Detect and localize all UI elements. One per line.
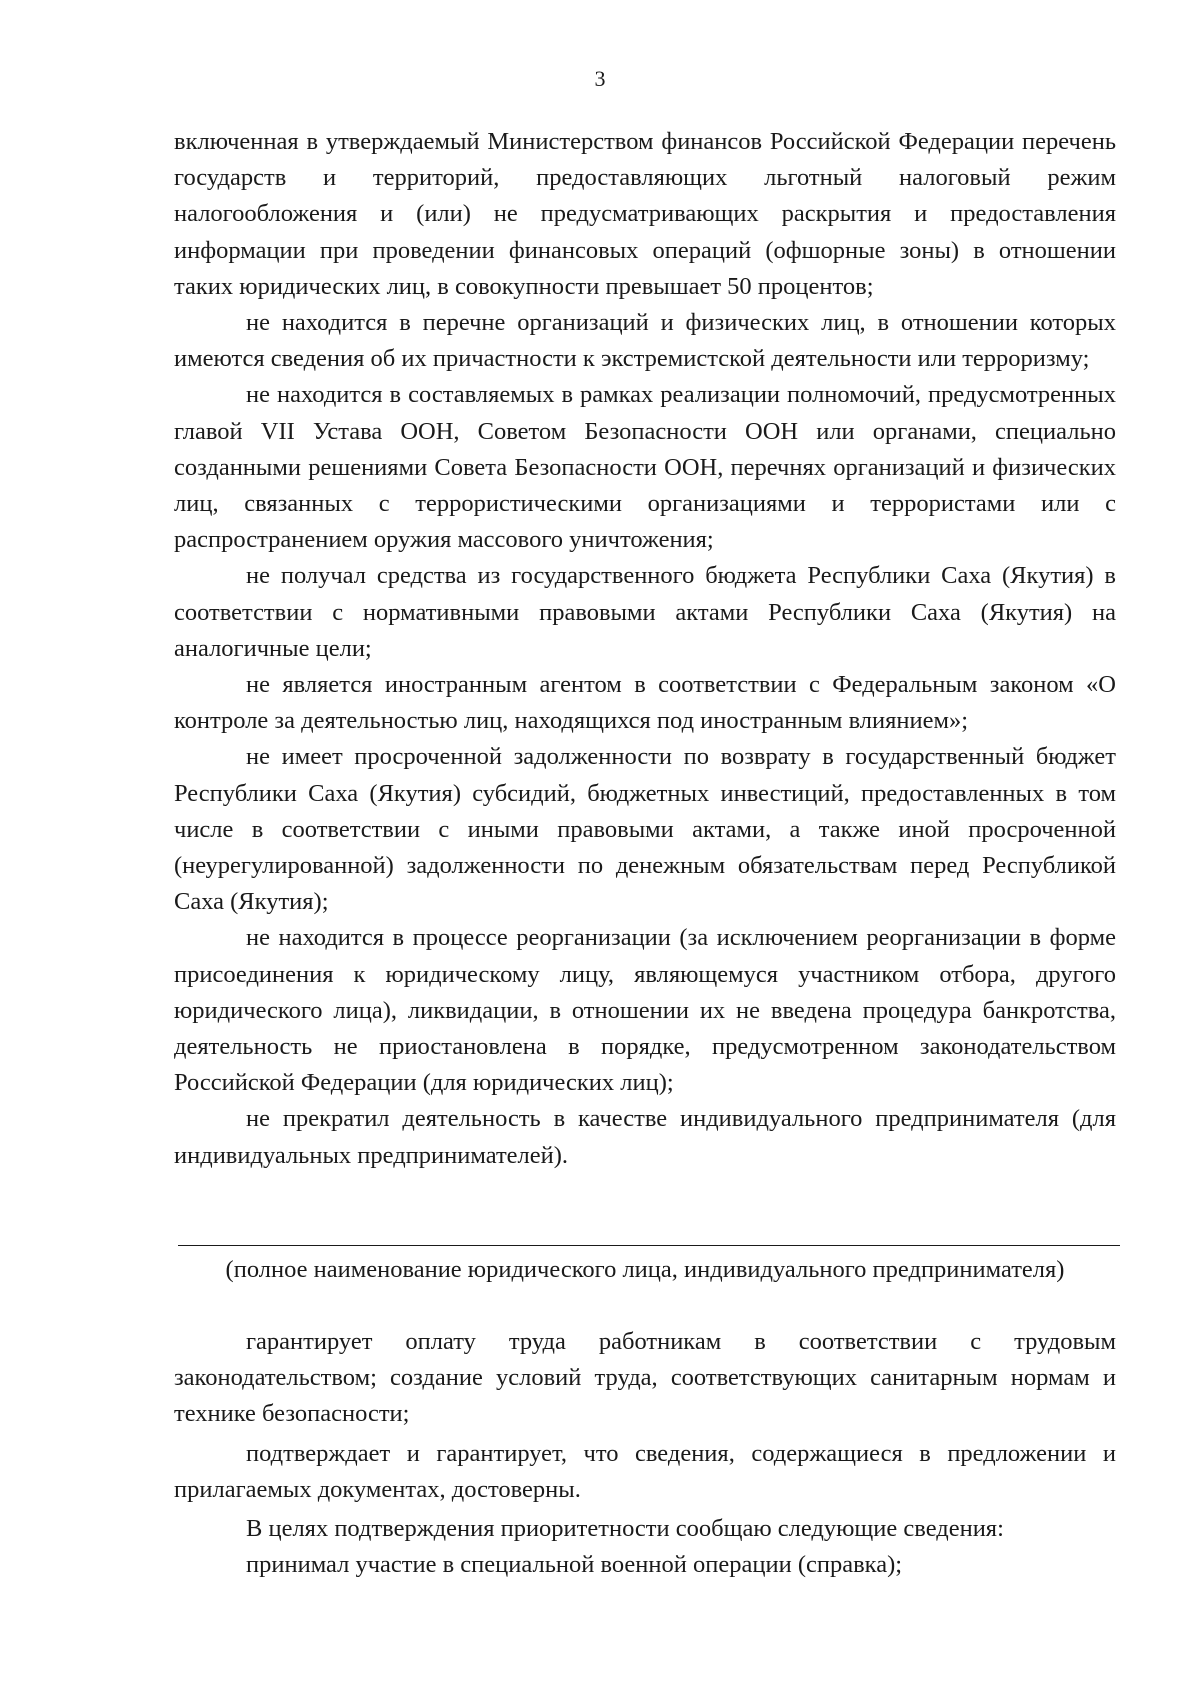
paragraph-offshore-continuation: включенная в утверждаемый Министерством финансов Российской Федерации перечень государств и территорий, предоставляющих льготный налоговый режим налогообложения и (или) не предусматривающих раскрытия и предоставления информации при проведении финансовых операций (офшорные зоны) в отношении таких юридических лиц, в совокупности превышает 50 процентов; <box>174 128 1116 300</box>
name-fill-line <box>178 1245 1120 1246</box>
paragraph-reorganization: не находится в процессе реорганизации (за исключением реорганизации в форме присоединения к юридическому лицу, являющемуся участником отбора, другого юридического лица), ликвидации, в отношении их не введена процедура банкротства, деятельность не приостановлена в порядке, предусмотренном законодательством Российской Федерации (для юридических лиц); <box>174 924 1116 1097</box>
paragraph-labor-guarantee: гарантирует оплату труда работникам в соответствии с трудовым законодательством; создание условий труда, соответствующих санитарным нормам и технике безопасности; <box>174 1328 1116 1428</box>
paragraph-entrepreneur-activity: не прекратил деятельность в качестве индивидуального предпринимателя (для индивидуальных предпринимателей). <box>174 1105 1116 1169</box>
paragraph-extremism: не находится в перечне организаций и физических лиц, в отношении которых имеются сведения об их причастности к экстремистской деятельности или терроризму; <box>174 309 1116 373</box>
page-number: 3 <box>594 66 606 91</box>
paragraph-budget-funds: не получал средства из государственного бюджета Республики Саха (Якутия) в соответствии с нормативными правовыми актами Республики Саха (Якутия) на аналогичные цели; <box>174 562 1116 662</box>
paragraph-priority-intro: В целях подтверждения приоритетности сообщаю следующие сведения: <box>246 1515 1004 1543</box>
name-field-caption: (полное наименование юридического лица, индивидуального предпринимателя) <box>225 1256 1065 1283</box>
paragraph-information-accuracy: подтверждает и гарантирует, что сведения, содержащиеся в предложении и прилагаемых документах, достоверны. <box>174 1439 1116 1503</box>
paragraph-military-operation: принимал участие в специальной военной операции (справка); <box>246 1551 903 1579</box>
paragraph-un-sanctions: не находится в составляемых в рамках реализации полномочий, предусмотренных главой VII Устава ООН, Советом Безопасности ООН или органами, специально созданными решениями Совета Безопасности ООН, перечнях организаций и физических лиц, связанных с террористическими организациями и террористами или с распространением оружия массового уничтожения; <box>174 381 1116 554</box>
paragraph-foreign-agent: не является иностранным агентом в соответствии с Федеральным законом «О контроле за деятельностью лиц, находящихся под иностранным влиянием»; <box>174 671 1116 735</box>
document-body-section-1 <box>174 124 1116 1174</box>
paragraph-overdue-debt: не имеет просроченной задолженности по возврату в государственный бюджет Республики Саха (Якутия) субсидий, бюджетных инвестиций, предоставленных в том числе в соответствии с иными правовыми актами, а также иной просроченной (неурегулированной) задолженности по денежным обязательствам перед Республикой Саха (Якутия); <box>174 743 1116 916</box>
document-body-section-2 <box>174 1324 1116 1583</box>
